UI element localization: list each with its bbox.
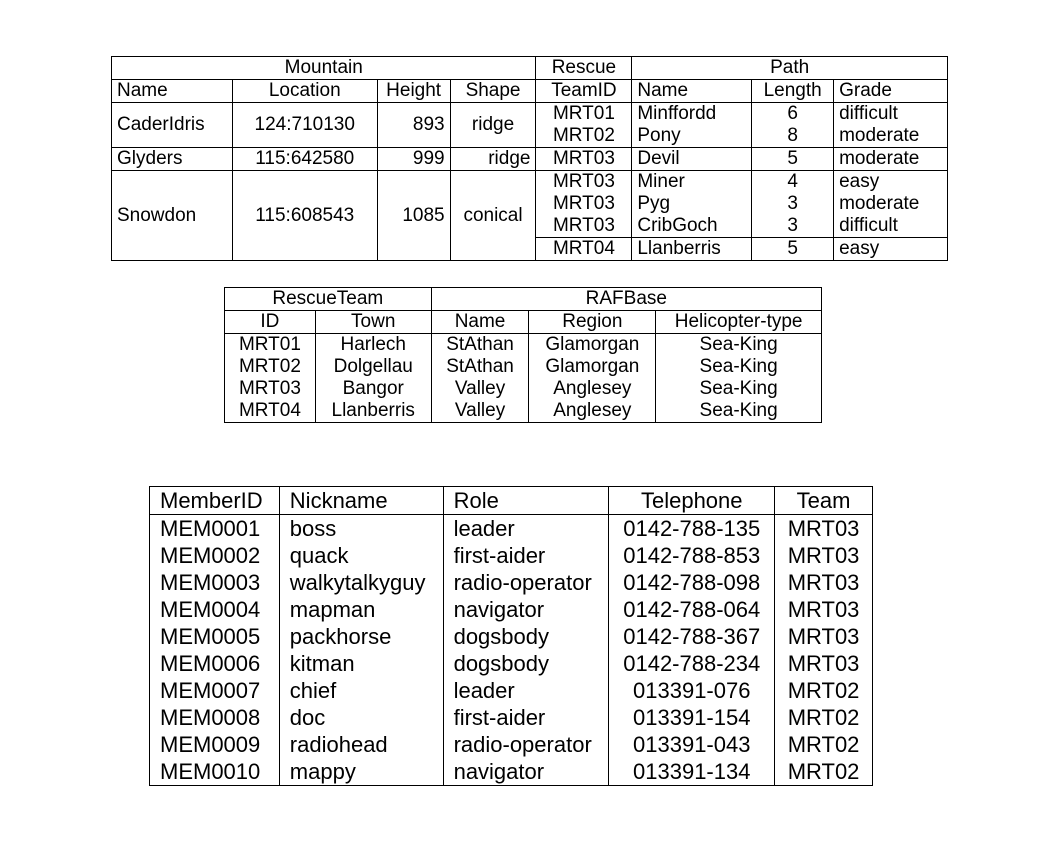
- helicopter-type: Sea-King: [656, 334, 822, 357]
- member-team: MRT03: [775, 542, 873, 569]
- member-telephone: 0142-788-135: [609, 515, 775, 543]
- member-id: MEM0002: [150, 542, 280, 569]
- member-nickname: quack: [279, 542, 443, 569]
- team-id: MRT03: [225, 378, 316, 400]
- member-telephone: 0142-788-367: [609, 623, 775, 650]
- column-header: Location: [232, 80, 377, 103]
- member-team: MRT03: [775, 515, 873, 543]
- member-role: first-aider: [443, 542, 609, 569]
- member-id: MEM0006: [150, 650, 280, 677]
- path-grade: difficult: [834, 103, 948, 126]
- member-id: MEM0010: [150, 758, 280, 786]
- table-row: [150, 596, 873, 623]
- mountain-path-table: [111, 56, 948, 261]
- path-grade: easy: [834, 171, 948, 194]
- path-team-id: MRT02: [536, 125, 632, 148]
- helicopter-type: Sea-King: [656, 356, 822, 378]
- member-nickname: boss: [279, 515, 443, 543]
- path-grade: moderate: [834, 193, 948, 215]
- path-name: CribGoch: [632, 215, 752, 238]
- column-header: Nickname: [279, 487, 443, 515]
- rescue-team-table: [224, 287, 822, 423]
- mountain-name: Glyders: [112, 148, 233, 171]
- table-row: [150, 677, 873, 704]
- group-header-row: [225, 288, 822, 311]
- column-header: Role: [443, 487, 609, 515]
- member-nickname: walkytalkyguy: [279, 569, 443, 596]
- member-team: MRT02: [775, 731, 873, 758]
- member-team: MRT03: [775, 596, 873, 623]
- table-row: [112, 148, 948, 171]
- path-team-id: MRT03: [536, 215, 632, 238]
- path-team-id: MRT03: [536, 148, 632, 171]
- path-team-id: MRT04: [536, 238, 632, 261]
- member-telephone: 0142-788-234: [609, 650, 775, 677]
- member-id: MEM0007: [150, 677, 280, 704]
- group-header-raf-base: RAFBase: [431, 288, 821, 311]
- table-row: [225, 356, 822, 378]
- member-telephone: 0142-788-853: [609, 542, 775, 569]
- path-length: 6: [752, 103, 834, 126]
- member-role: leader: [443, 677, 609, 704]
- base-region: Anglesey: [529, 378, 656, 400]
- path-length: 3: [752, 215, 834, 238]
- path-name: Pony: [632, 125, 752, 148]
- table-row: [150, 542, 873, 569]
- column-header: Grade: [834, 80, 948, 103]
- mountain-height: 999: [377, 148, 450, 171]
- group-header-rescue-team: RescueTeam: [225, 288, 432, 311]
- table-row: [150, 569, 873, 596]
- member-team: MRT02: [775, 758, 873, 786]
- table-row: [112, 103, 948, 126]
- column-header: Team: [775, 487, 873, 515]
- base-region: Glamorgan: [529, 334, 656, 357]
- group-header-rescue: Rescue: [536, 57, 632, 80]
- column-header: Name: [632, 80, 752, 103]
- base-name: StAthan: [431, 356, 529, 378]
- member-id: MEM0009: [150, 731, 280, 758]
- column-header-row: [150, 487, 873, 515]
- path-name: Devil: [632, 148, 752, 171]
- mountain-location: 115:642580: [232, 148, 377, 171]
- column-header: Name: [431, 311, 529, 334]
- member-role: radio-operator: [443, 731, 609, 758]
- team-town: Bangor: [315, 378, 431, 400]
- mountain-height: 1085: [377, 171, 450, 261]
- member-team: MRT03: [775, 569, 873, 596]
- table-row: [150, 623, 873, 650]
- table-row: [225, 334, 822, 357]
- table-row: [225, 400, 822, 423]
- member-nickname: chief: [279, 677, 443, 704]
- team-town: Harlech: [315, 334, 431, 357]
- column-header: Helicopter-type: [656, 311, 822, 334]
- path-name: Miner: [632, 171, 752, 194]
- helicopter-type: Sea-King: [656, 400, 822, 423]
- path-team-id: MRT01: [536, 103, 632, 126]
- member-id: MEM0004: [150, 596, 280, 623]
- member-role: dogsbody: [443, 623, 609, 650]
- member-telephone: 013391-134: [609, 758, 775, 786]
- path-grade: moderate: [834, 148, 948, 171]
- path-grade: easy: [834, 238, 948, 261]
- member-role: radio-operator: [443, 569, 609, 596]
- member-id: MEM0005: [150, 623, 280, 650]
- column-header: Name: [112, 80, 233, 103]
- column-header-row: [225, 311, 822, 334]
- member-nickname: mappy: [279, 758, 443, 786]
- base-name: Valley: [431, 378, 529, 400]
- path-name: Minffordd: [632, 103, 752, 126]
- team-town: Dolgellau: [315, 356, 431, 378]
- team-id: MRT04: [225, 400, 316, 423]
- base-region: Glamorgan: [529, 356, 656, 378]
- path-team-id: MRT03: [536, 193, 632, 215]
- mountain-location: 115:608543: [232, 171, 377, 261]
- path-length: 5: [752, 148, 834, 171]
- mountain-name: CaderIdris: [112, 103, 233, 148]
- member-nickname: kitman: [279, 650, 443, 677]
- path-grade: moderate: [834, 125, 948, 148]
- member-team: MRT03: [775, 623, 873, 650]
- mountain-name: Snowdon: [112, 171, 233, 261]
- member-team: MRT03: [775, 650, 873, 677]
- mountain-shape: conical: [450, 171, 536, 261]
- mountain-height: 893: [377, 103, 450, 148]
- column-header: Length: [752, 80, 834, 103]
- path-length: 4: [752, 171, 834, 194]
- column-header: Telephone: [609, 487, 775, 515]
- column-header: Height: [377, 80, 450, 103]
- member-telephone: 013391-154: [609, 704, 775, 731]
- path-team-id: MRT03: [536, 171, 632, 194]
- member-telephone: 0142-788-064: [609, 596, 775, 623]
- member-role: leader: [443, 515, 609, 543]
- table-row: [150, 758, 873, 786]
- member-nickname: packhorse: [279, 623, 443, 650]
- member-nickname: doc: [279, 704, 443, 731]
- base-region: Anglesey: [529, 400, 656, 423]
- mountain-shape: ridge: [450, 103, 536, 148]
- team-id: MRT01: [225, 334, 316, 357]
- member-telephone: 013391-043: [609, 731, 775, 758]
- mountain-shape: ridge: [450, 148, 536, 171]
- group-header-mountain: Mountain: [112, 57, 536, 80]
- path-name: Pyg: [632, 193, 752, 215]
- helicopter-type: Sea-King: [656, 378, 822, 400]
- member-team: MRT02: [775, 677, 873, 704]
- column-header: Region: [529, 311, 656, 334]
- member-nickname: mapman: [279, 596, 443, 623]
- table-row: [150, 515, 873, 543]
- path-length: 8: [752, 125, 834, 148]
- member-role: navigator: [443, 758, 609, 786]
- column-header: Town: [315, 311, 431, 334]
- mountain-location: 124:710130: [232, 103, 377, 148]
- group-header-path: Path: [632, 57, 948, 80]
- team-town: Llanberris: [315, 400, 431, 423]
- column-header: MemberID: [150, 487, 280, 515]
- member-telephone: 0142-788-098: [609, 569, 775, 596]
- base-name: Valley: [431, 400, 529, 423]
- member-id: MEM0003: [150, 569, 280, 596]
- member-id: MEM0008: [150, 704, 280, 731]
- column-header: ID: [225, 311, 316, 334]
- base-name: StAthan: [431, 334, 529, 357]
- member-team: MRT02: [775, 704, 873, 731]
- member-table: [149, 486, 873, 786]
- path-name: Llanberris: [632, 238, 752, 261]
- team-id: MRT02: [225, 356, 316, 378]
- member-id: MEM0001: [150, 515, 280, 543]
- member-role: navigator: [443, 596, 609, 623]
- table-row: [150, 650, 873, 677]
- table-row: [150, 704, 873, 731]
- path-length: 5: [752, 238, 834, 261]
- member-role: dogsbody: [443, 650, 609, 677]
- path-grade: difficult: [834, 215, 948, 238]
- table-row: [112, 171, 948, 194]
- column-header: Shape: [450, 80, 536, 103]
- column-header-row: [112, 80, 948, 103]
- member-telephone: 013391-076: [609, 677, 775, 704]
- table-row: [150, 731, 873, 758]
- member-role: first-aider: [443, 704, 609, 731]
- group-header-row: [112, 57, 948, 80]
- path-length: 3: [752, 193, 834, 215]
- table-row: [225, 378, 822, 400]
- member-nickname: radiohead: [279, 731, 443, 758]
- column-header: TeamID: [536, 80, 632, 103]
